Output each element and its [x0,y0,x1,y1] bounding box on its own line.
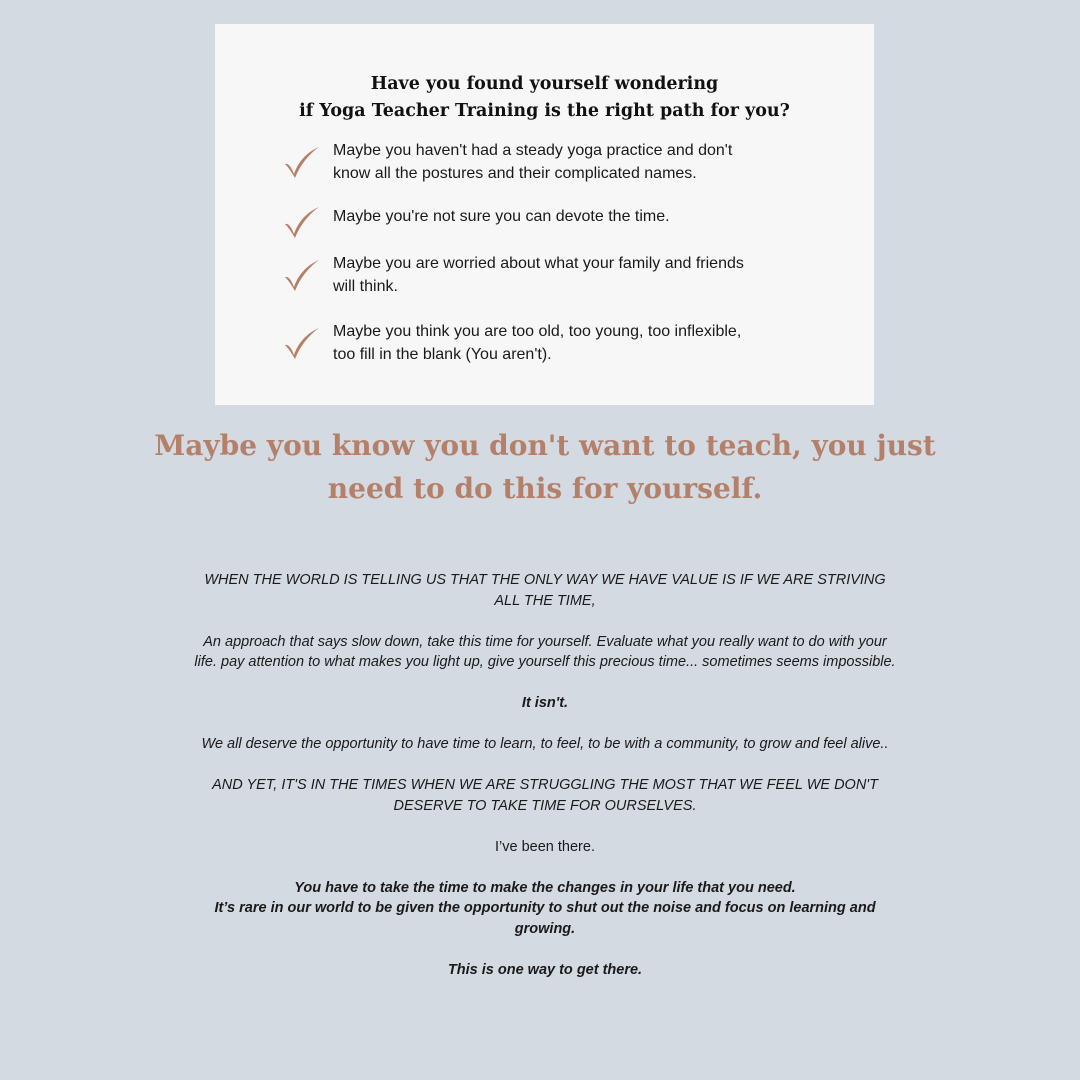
paragraph-approach: An approach that says slow down, take this time for yourself. Evaluate what you really want to do with your life. pay attention to what makes you light up, give yourself this precious time... sometimes seems impossible. [194,633,896,670]
body-text [190,570,900,1001]
checkmark-icon [283,257,321,293]
paragraph-one-way: This is one way to get there. [447,961,643,978]
paragraph-take-time [190,878,900,940]
checkmark-icon [283,144,321,180]
paragraph-deserve: We all deserve the opportunity to have time to learn, to feel, to be with a community, to grow and feel alive.. [201,736,889,752]
paragraph-world-telling: WHEN THE WORLD IS TELLING US THAT THE ONLY WAY WE HAVE VALUE IS IF WE ARE STRIVING ALL THE TIME, [204,572,886,609]
rare-opportunity-line: It’s rare in our world to be given the opportunity to shut out the noise and focus on learning and growing. [214,900,876,937]
card-title-line-1: Have you found yourself wondering [370,74,719,94]
checkmark-icon [283,204,321,240]
take-time-line: You have to take the time to make the changes in your life that you need. [294,879,796,896]
paragraph-it-isnt: It isn't. [521,695,569,711]
paragraph-and-yet: AND YET, IT'S IN THE TIMES WHEN WE ARE STRUGGLING THE MOST THAT WE FEEL WE DON'T DESERVE TO TAKE TIME FOR OURSELVES. [212,777,878,814]
list-item-text: Maybe you haven't had a steady yoga practice and don't know all the postures and their complicated names. [333,142,733,182]
headline: Maybe you know you don't want to teach, you just need to do this for yourself. [154,429,936,505]
intro-card [215,24,874,405]
card-title-line-2: if Yoga Teacher Training is the right path for you? [299,101,790,121]
checkmark-icon [283,325,321,361]
card-title [215,71,874,125]
list-item-text: Maybe you think you are too old, too young, too inflexible, too fill in the blank (You aren't). [333,323,742,363]
paragraph-been-there: I’ve been there. [495,838,595,855]
list-item-text: Maybe you're not sure you can devote the time. [333,208,670,225]
list-item-text: Maybe you are worried about what your family and friends will think. [333,255,744,295]
